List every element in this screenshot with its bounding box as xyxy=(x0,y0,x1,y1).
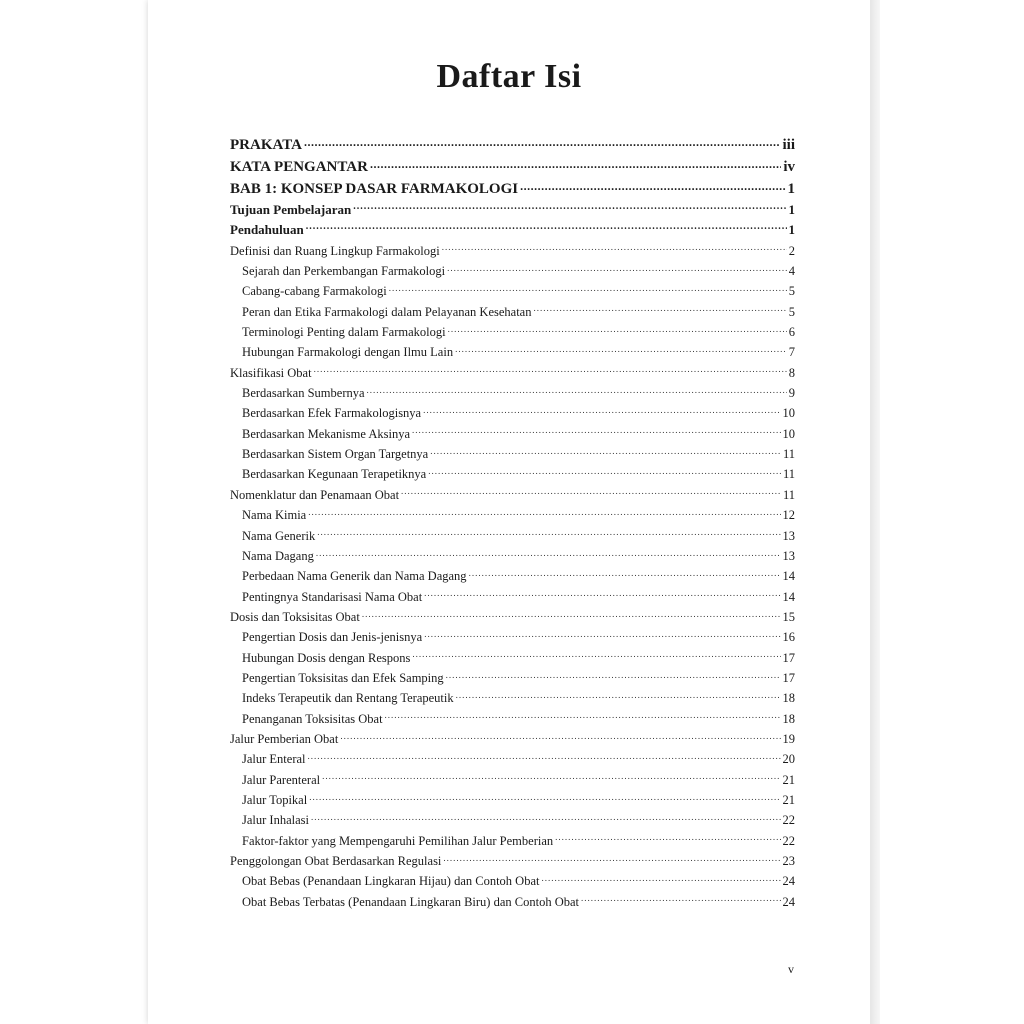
toc-entry-page: 17 xyxy=(782,670,795,685)
toc-entry-title: Jalur Topikal xyxy=(242,792,308,807)
toc-entry-title: Hubungan Dosis dengan Respons xyxy=(242,650,411,665)
toc-entry-title: Berdasarkan Kegunaan Terapetiknya xyxy=(242,467,427,482)
toc-leader-dots xyxy=(581,893,781,906)
toc-entry[interactable] xyxy=(230,424,795,444)
toc-entry[interactable] xyxy=(230,464,795,484)
toc-entry-page: 1 xyxy=(787,181,795,197)
toc-entry-title: PRAKATA xyxy=(230,137,302,153)
toc-entry-page: 17 xyxy=(782,650,795,665)
toc-entry-page: 24 xyxy=(782,894,795,909)
toc-entry-title: Penggolongan Obat Berdasarkan Regulasi xyxy=(230,854,442,868)
toc-entry-title: Nama Generik xyxy=(242,528,316,543)
toc-entry-page: 10 xyxy=(782,406,795,421)
toc-leader-dots xyxy=(428,466,781,479)
toc-entry-page: 22 xyxy=(782,833,795,848)
toc-entry-page: 12 xyxy=(782,508,795,523)
toc-leader-dots xyxy=(423,405,780,418)
toc-entry-page: 18 xyxy=(782,691,795,706)
toc-leader-dots xyxy=(340,730,780,743)
toc-entry-title: Pendahuluan xyxy=(230,222,304,238)
toc-entry-title: Berdasarkan Sistem Organ Targetnya xyxy=(242,447,429,462)
toc-leader-dots xyxy=(311,812,781,825)
toc-entry-page: 10 xyxy=(782,426,795,441)
toc-leader-dots xyxy=(385,710,781,723)
toc-entry-title: Jalur Parenteral xyxy=(242,772,321,787)
toc-leader-dots xyxy=(424,588,780,601)
toc-entry-title: Tujuan Pembelajaran xyxy=(230,202,352,217)
toc-entry[interactable] xyxy=(230,281,795,301)
toc-entry[interactable] xyxy=(230,648,795,668)
toc-leader-dots xyxy=(308,751,781,764)
toc-entry-title: Pengertian Toksisitas dan Efek Samping xyxy=(242,670,444,685)
toc-entry-title: Nama Kimia xyxy=(242,508,307,523)
toc-leader-dots xyxy=(389,283,787,296)
toc-entry-title: Perbedaan Nama Generik dan Nama Dagang xyxy=(242,569,467,584)
page-number: v xyxy=(788,962,794,976)
toc-entry-title: Pengertian Dosis dan Jenis-jenisnya xyxy=(242,630,423,645)
toc-leader-dots xyxy=(443,853,780,866)
toc-entry-title: BAB 1: KONSEP DASAR FARMAKOLOGI xyxy=(230,181,519,197)
toc-entry-page: 4 xyxy=(788,264,795,279)
toc-entry-page: 21 xyxy=(782,772,795,787)
toc-entry-page: 19 xyxy=(782,731,795,746)
toc-leader-dots xyxy=(308,507,780,520)
toc-leader-dots xyxy=(367,385,787,398)
toc-leader-dots xyxy=(448,324,787,337)
toc-entry[interactable] xyxy=(230,261,795,281)
toc-entry[interactable] xyxy=(230,156,795,178)
toc-entry-title: Peran dan Etika Farmakologi dalam Pelayanan Kesehatan xyxy=(242,304,532,319)
toc-entry-title: Indeks Terapeutik dan Rentang Terapeutik xyxy=(242,691,454,706)
toc-entry-page: 13 xyxy=(782,548,795,563)
page-title: Daftar Isi xyxy=(436,58,582,95)
toc-leader-dots xyxy=(555,832,780,845)
toc-entry-page: 16 xyxy=(782,630,795,645)
toc-entry-page: 1 xyxy=(788,202,795,217)
toc-entry-title: Nama Dagang xyxy=(242,548,314,563)
toc-entry[interactable] xyxy=(230,302,795,322)
toc-entry-page: 2 xyxy=(788,243,795,258)
page-edge xyxy=(870,0,880,1024)
toc-entry-title: Faktor-faktor yang Mempengaruhi Pemilihan Jalur Pemberian xyxy=(242,833,554,848)
toc-entry-title: Klasifikasi Obat xyxy=(230,365,312,380)
toc-entry[interactable] xyxy=(230,322,795,342)
toc-entry[interactable] xyxy=(230,178,795,200)
toc-entry-title: Berdasarkan Sumbernya xyxy=(242,386,365,401)
toc-entry[interactable] xyxy=(230,134,795,156)
toc-entry-page: 23 xyxy=(782,854,795,868)
toc-entry[interactable] xyxy=(230,342,795,362)
toc-entry[interactable] xyxy=(230,668,795,688)
toc-entry[interactable] xyxy=(230,688,795,708)
toc-leader-dots xyxy=(456,690,781,703)
toc-entry-page: 18 xyxy=(782,711,795,726)
toc-entry-title: Sejarah dan Perkembangan Farmakologi xyxy=(242,264,446,279)
toc-entry[interactable] xyxy=(230,200,795,220)
toc-entry-page: iii xyxy=(782,137,795,153)
toc-leader-dots xyxy=(362,608,781,621)
toc-entry[interactable] xyxy=(230,505,795,525)
toc-entry[interactable] xyxy=(230,485,795,505)
toc-entry-page: 7 xyxy=(788,345,795,360)
toc-entry[interactable] xyxy=(230,790,795,810)
toc-entry[interactable] xyxy=(230,627,795,647)
toc-leader-dots xyxy=(520,178,785,193)
toc-entry-page: 13 xyxy=(782,528,795,543)
toc-entry[interactable] xyxy=(230,770,795,790)
document-page xyxy=(148,0,870,1024)
toc-entry-title: Nomenklatur dan Penamaan Obat xyxy=(230,487,400,502)
toc-entry-title: Pentingnya Standarisasi Nama Obat xyxy=(242,589,423,604)
toc-entry[interactable] xyxy=(230,241,795,261)
toc-entry[interactable] xyxy=(230,851,795,871)
toc-entry-title: Berdasarkan Efek Farmakologisnya xyxy=(242,406,422,421)
toc-leader-dots xyxy=(314,364,787,377)
toc-entry-title: Terminologi Penting dalam Farmakologi xyxy=(242,325,446,340)
toc-entry-title: Jalur Pemberian Obat xyxy=(230,731,339,746)
toc-entry[interactable] xyxy=(230,729,795,749)
toc-entry-title: Hubungan Farmakologi dengan Ilmu Lain xyxy=(242,345,454,360)
toc-entry-title: Dosis dan Toksisitas Obat xyxy=(230,609,360,624)
toc-leader-dots xyxy=(309,791,780,804)
toc-entry[interactable] xyxy=(230,587,795,607)
toc-entry-page: 1 xyxy=(788,222,795,238)
toc-leader-dots xyxy=(412,425,780,438)
toc-leader-dots xyxy=(401,486,781,499)
toc-entry[interactable] xyxy=(230,546,795,566)
toc-entry[interactable] xyxy=(230,607,795,627)
toc-entry-title: Definisi dan Ruang Lingkup Farmakologi xyxy=(230,243,440,258)
toc-entry[interactable] xyxy=(230,749,795,769)
toc-entry-page: iv xyxy=(783,159,795,175)
toc-entry-page: 5 xyxy=(788,304,795,319)
toc-leader-dots xyxy=(469,568,781,581)
toc-entry-page: 24 xyxy=(782,874,795,889)
toc-leader-dots xyxy=(447,263,787,276)
toc-entry-page: 15 xyxy=(782,609,795,624)
toc-leader-dots xyxy=(317,527,780,540)
toc-entry-title: Jalur Enteral xyxy=(242,752,306,767)
toc-entry[interactable] xyxy=(230,892,795,912)
toc-entry[interactable] xyxy=(230,403,795,423)
toc-entry-page: 11 xyxy=(782,447,795,462)
toc-entry[interactable] xyxy=(230,831,795,851)
toc-leader-dots xyxy=(442,242,787,255)
toc-leader-dots xyxy=(306,221,787,234)
toc-entry[interactable] xyxy=(230,566,795,586)
toc-entry[interactable] xyxy=(230,220,795,240)
toc-entry-title: Penanganan Toksisitas Obat xyxy=(242,711,383,726)
toc-leader-dots xyxy=(424,629,780,642)
toc-entry-page: 11 xyxy=(782,467,795,482)
toc-entry[interactable] xyxy=(230,383,795,403)
toc-entry-page: 6 xyxy=(788,325,795,340)
toc-entry[interactable] xyxy=(230,444,795,464)
toc-leader-dots xyxy=(446,669,781,682)
toc-entry-title: Obat Bebas Terbatas (Penandaan Lingkaran Biru) dan Contoh Obat xyxy=(242,894,579,909)
toc-leader-dots xyxy=(430,446,781,459)
toc-entry-page: 5 xyxy=(788,284,795,299)
toc-leader-dots xyxy=(455,344,787,357)
toc-entry-page: 9 xyxy=(788,386,795,401)
toc-entry[interactable] xyxy=(230,363,795,383)
toc-entry-page: 20 xyxy=(782,752,795,767)
toc-entry-page: 8 xyxy=(788,365,795,380)
toc-leader-dots xyxy=(370,156,781,171)
toc-entry-title: Cabang-cabang Farmakologi xyxy=(242,284,387,299)
toc-leader-dots xyxy=(322,771,780,784)
toc-leader-dots xyxy=(533,303,786,316)
toc-entry-title: Berdasarkan Mekanisme Aksinya xyxy=(242,426,411,441)
toc-entry-title: Jalur Inhalasi xyxy=(242,813,309,828)
toc-entry-page: 14 xyxy=(782,569,795,584)
toc-entry-page: 11 xyxy=(782,487,795,502)
toc-entry-title: KATA PENGANTAR xyxy=(230,159,368,175)
toc-leader-dots xyxy=(542,873,781,886)
toc-entry-page: 14 xyxy=(782,589,795,604)
toc-leader-dots xyxy=(412,649,780,662)
toc-leader-dots xyxy=(304,134,781,149)
toc-entry[interactable] xyxy=(230,871,795,891)
toc-entry[interactable] xyxy=(230,526,795,546)
toc-entry-title: Obat Bebas (Penandaan Lingkaran Hijau) dan Contoh Obat xyxy=(242,874,540,889)
table-of-contents xyxy=(230,134,795,912)
toc-leader-dots xyxy=(353,201,786,214)
toc-entry[interactable] xyxy=(230,810,795,830)
toc-entry-page: 22 xyxy=(782,813,795,828)
toc-entry-page: 21 xyxy=(782,792,795,807)
toc-entry[interactable] xyxy=(230,709,795,729)
toc-leader-dots xyxy=(316,547,781,560)
